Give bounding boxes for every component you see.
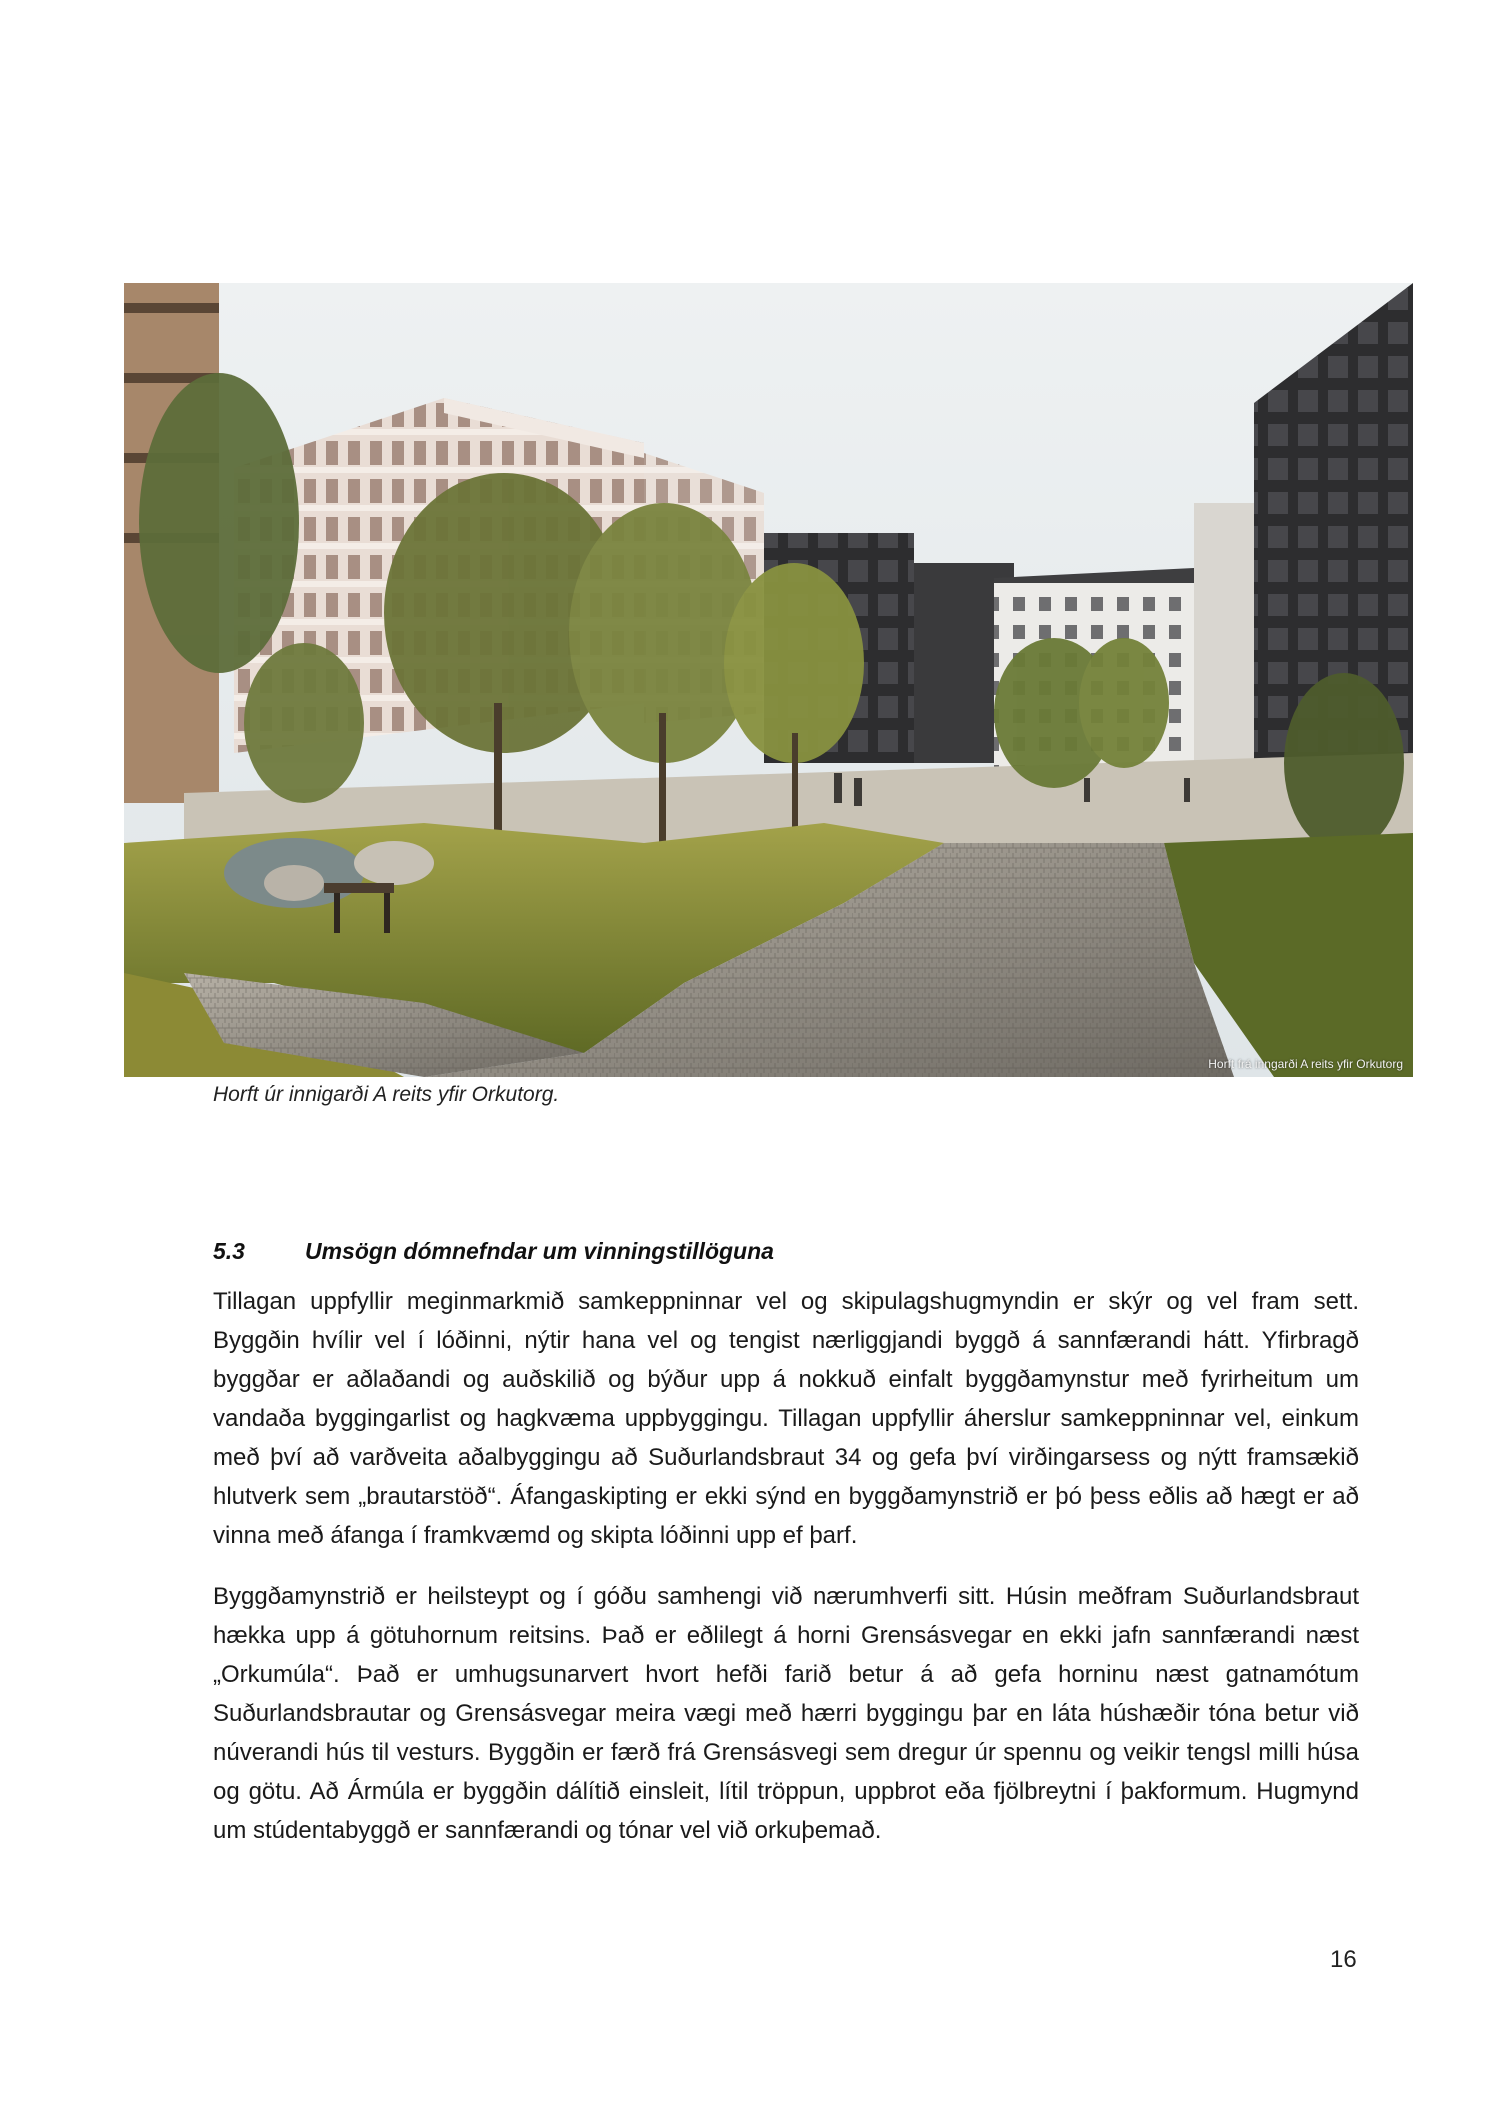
section-heading bbox=[213, 1238, 774, 1265]
figure-caption: Horft úr innigarði A reits yfir Orkutorg. bbox=[213, 1083, 560, 1106]
paragraph-2: Byggðamynstrið er heilsteypt og í góðu samhengi við nærumhverfi sitt. Húsin meðfram Suðurlandsbraut hækka upp á götuhornum reitsins. Það er eðlilegt á horni Grensásvegar en ekki jafn sannfærandi næst „Orkumúla“. Það er umhugsunarvert hvort hefði farið betur á að gefa horninu næst gatnamótum Suðurlandsbrautar og Grensásvegar meira vægi með hærri byggingu þar en láta húshæðir tóna betur við núverandi hús til vesturs. Byggðin er færð frá Grensásvegi sem dregur úr spennu og veikir tengsl milli húsa og götu. Að Ármúla er byggðin dálítið einsleit, lítil tröppun, uppbrot eða fjölbreytni í þakformum. Hugmynd um stúdentabyggð er sannfærandi og tónar vel við orkuþemað. bbox=[213, 1583, 1359, 1844]
architectural-rendering bbox=[124, 283, 1413, 1077]
image-watermark: Horft frá inngarði A reits yfir Orkutorg bbox=[1208, 1057, 1403, 1071]
section-number: 5.3 bbox=[213, 1238, 245, 1264]
paragraph-1: Tillagan uppfyllir meginmarkmið samkeppninnar vel og skipulagshugmyndin er skýr og vel fram sett. Byggðin hvílir vel í lóðinni, nýtir hana vel og tengist nærliggjandi byggð á sannfærandi hátt. Yfirbragð byggðar er aðlaðandi og auðskilið og býður upp á nokkuð einfalt byggðamynstur með fyrirheitum um vandaða byggingarlist og hagkvæma uppbyggingu. Tillagan uppfyllir áherslur samkeppninnar vel, einkum með því að varðveita aðalbyggingu að Suðurlandsbraut 34 og gefa því virðingarsess og nýtt framsækið hlutverk sem „brautarstöð“. Áfangaskipting er ekki sýnd en byggðamynstrið er þó þess eðlis að hægt er að vinna með áfanga í framkvæmd og skipta lóðinni upp ef þarf. bbox=[213, 1288, 1359, 1549]
page-number: 16 bbox=[1330, 1946, 1357, 1973]
section-title: Umsögn dómnefndar um vinningstillöguna bbox=[305, 1238, 774, 1264]
courtyard-illustration bbox=[124, 283, 1413, 1077]
